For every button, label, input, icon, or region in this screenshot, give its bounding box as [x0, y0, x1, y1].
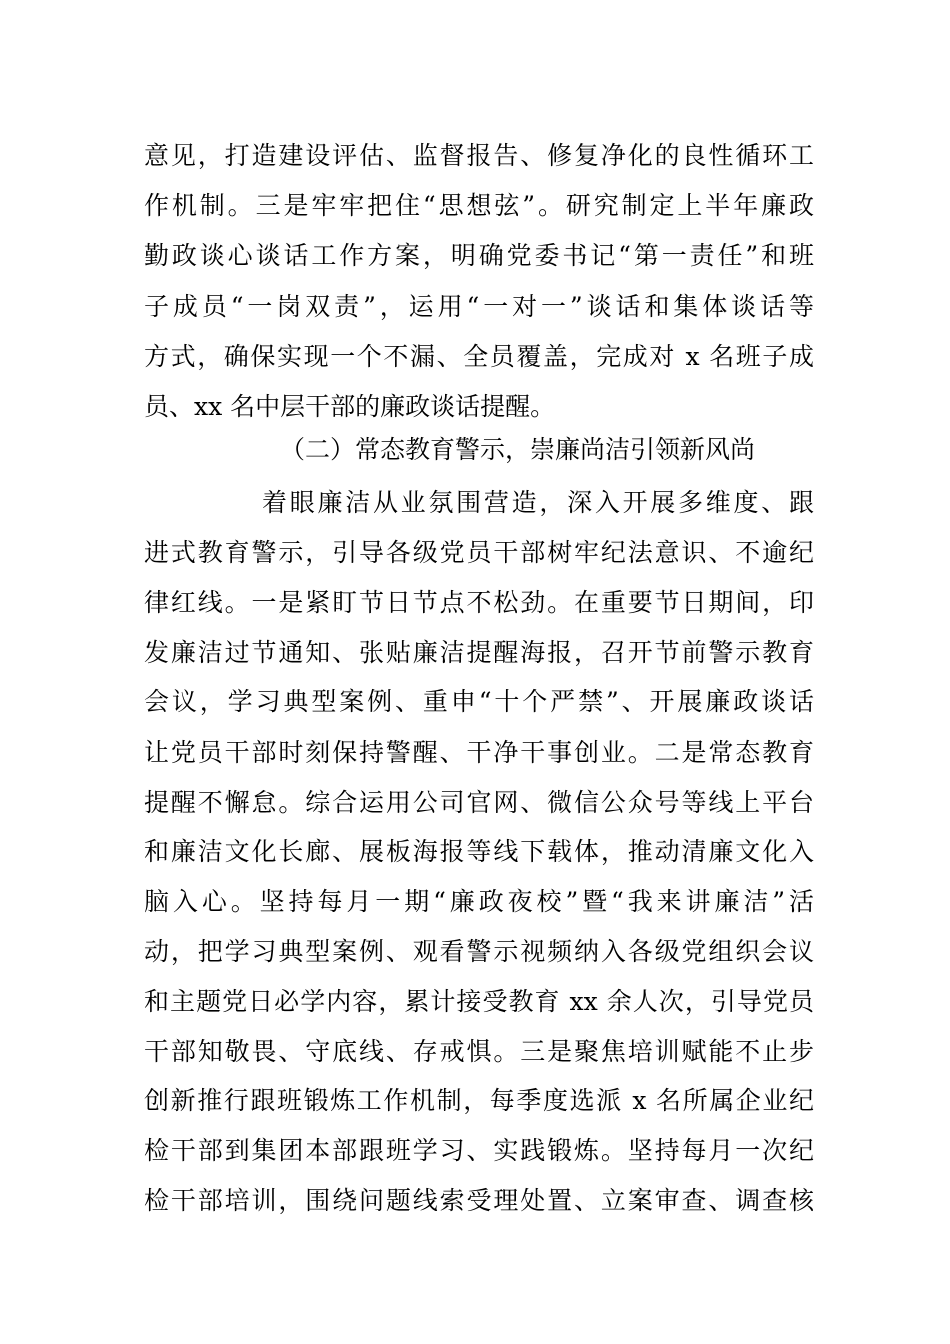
paragraph-line: 脑入心。坚持每月一期“廉政夜校”暨“我来讲廉洁”活 — [144, 887, 814, 916]
paragraph-line: 动，把学习典型案例、观看警示视频纳入各级党组织会议 — [144, 937, 814, 966]
paragraph-line: 会议，学习典型案例、重申“十个严禁”、开展廉政谈话 — [144, 687, 814, 716]
paragraph-line: 方式，确保实现一个不漏、全员覆盖，完成对 x 名班子成 — [144, 342, 814, 371]
paragraph-line: 作机制。三是牢牢把住“思想弦”。研究制定上半年廉政 — [144, 191, 814, 220]
paragraph-line: 进式教育警示，引导各级党员干部树牢纪法意识、不逾纪 — [144, 538, 814, 567]
paragraph-line: 发廉洁过节通知、张贴廉洁提醒海报，召开节前警示教育 — [144, 638, 814, 667]
paragraph-line: 创新推行跟班锻炼工作机制，每季度选派 x 名所属企业纪 — [144, 1086, 814, 1115]
paragraph-line: 员、xx 名中层干部的廉政谈话提醒。 — [144, 392, 556, 421]
paragraph-line: 意见，打造建设评估、监督报告、修复净化的良性循环工 — [144, 141, 814, 170]
paragraph-line: 和主题党日必学内容，累计接受教育 xx 余人次，引导党员 — [144, 987, 814, 1016]
paragraph-line: 律红线。一是紧盯节日节点不松劲。在重要节日期间，印 — [144, 588, 814, 617]
paragraph-line: 子成员“一岗双责”，运用“一对一”谈话和集体谈话等 — [144, 292, 814, 321]
paragraph-line: 提醒不懈怠。综合运用公司官网、微信公众号等线上平台 — [144, 788, 814, 817]
section-heading: （二）常态教育警示，崇廉尚洁引领新风尚 — [280, 435, 756, 464]
paragraph-line: 干部知敬畏、守底线、存戒惧。三是聚焦培训赋能不止步 — [144, 1037, 814, 1066]
paragraph-line: 检干部到集团本部跟班学习、实践锻炼。坚持每月一次纪 — [144, 1136, 814, 1165]
paragraph-line: 勤政谈心谈话工作方案，明确党委书记“第一责任”和班 — [144, 241, 814, 270]
paragraph-line: 检干部培训，围绕问题线索受理处置、立案审查、调查核 — [144, 1186, 814, 1215]
paragraph-line: 着眼廉洁从业氛围营造，深入开展多维度、跟 — [262, 488, 814, 517]
paragraph-line: 和廉洁文化长廊、展板海报等线下载体，推动清廉文化入 — [144, 837, 814, 866]
paragraph-line: 让党员干部时刻保持警醒、干净干事创业。二是常态教育 — [144, 738, 814, 767]
